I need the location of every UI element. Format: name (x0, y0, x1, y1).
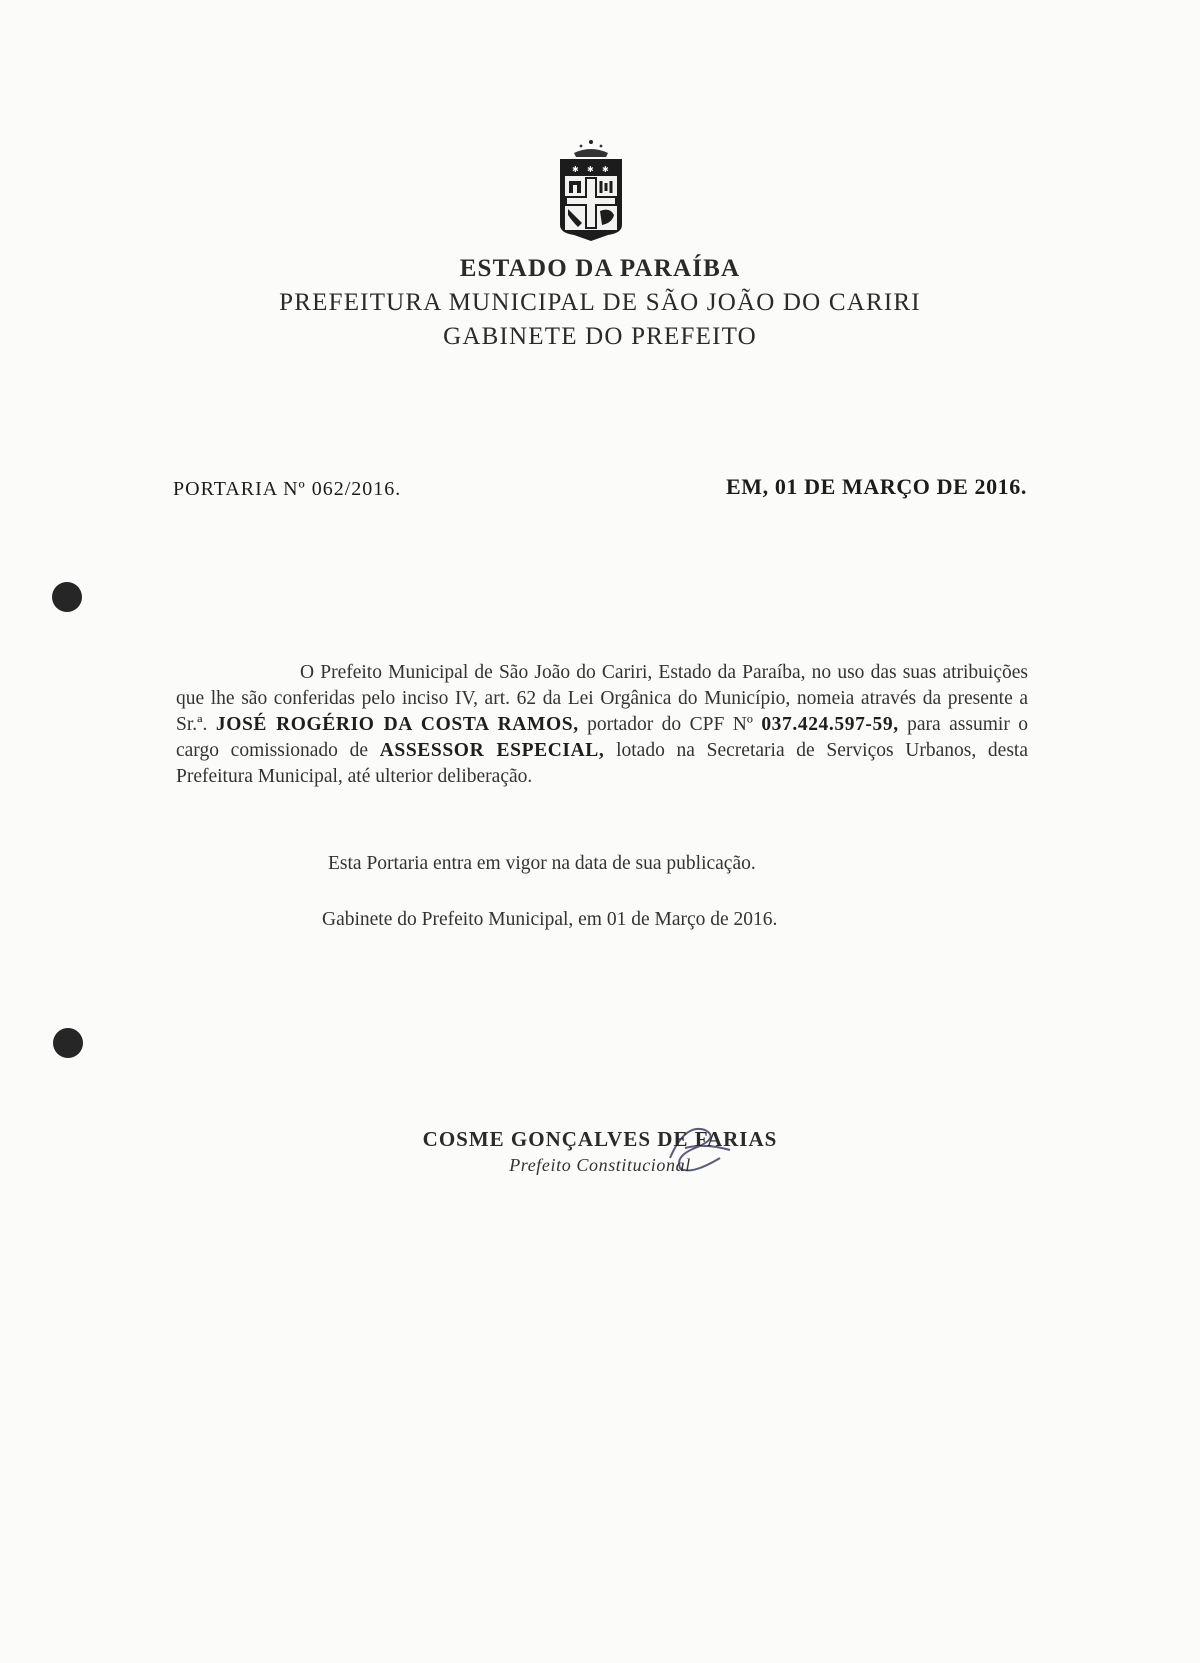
prefeitura-name: PREFEITURA MUNICIPAL DE SÃO JOÃO DO CARIRI (279, 289, 921, 316)
cpf-number: 037.424.597-59, (761, 714, 899, 735)
punch-hole (52, 582, 82, 612)
coat-of-arms-icon (548, 137, 634, 249)
svg-text:✱: ✱ (602, 165, 609, 174)
letterhead (0, 252, 1200, 354)
main-paragraph (176, 660, 1028, 790)
paragraph-intro: O Prefeito Municipal de São João do Cariri, Estado da Paraíba, no uso das suas atribuições que lhe são conferidas pelo inciso IV, art. 62 da Lei Orgânica do Município, nomeia através da presente a Sr.ª. (176, 662, 1028, 735)
portaria-date: EM, 01 DE MARÇO DE 2016. (725, 474, 1027, 499)
appointee-name: JOSÉ ROGÉRIO DA COSTA RAMOS, (215, 714, 579, 735)
portaria-number: PORTARIA Nº 062/2016. (173, 478, 402, 500)
paragraph-mid: para assumir o cargo comissionado de (176, 714, 1029, 761)
punch-hole (53, 1028, 83, 1058)
gabinete-name: GABINETE DO PREFEITO (443, 323, 757, 350)
signatory-name: COSME GONÇALVES DE FARIAS (422, 1127, 778, 1151)
svg-text:✱: ✱ (587, 165, 594, 174)
state-name: ESTADO DA PARAÍBA (459, 255, 741, 282)
svg-text:✱: ✱ (572, 165, 579, 174)
signatory-title: Prefeito Constitucional (509, 1155, 691, 1175)
cpf-label: portador do CPF Nº (587, 714, 753, 735)
paragraph-end: lotado na Secretaria de Serviços Urbanos, desta Prefeitura Municipal, até ulterior deliberação. (176, 740, 1028, 787)
role-name: ASSESSOR ESPECIAL, (379, 740, 605, 761)
gabinete-paragraph: Gabinete do Prefeito Municipal, em 01 de Março de 2016. (322, 909, 778, 930)
effective-paragraph: Esta Portaria entra em vigor na data de sua publicação. (328, 853, 756, 874)
